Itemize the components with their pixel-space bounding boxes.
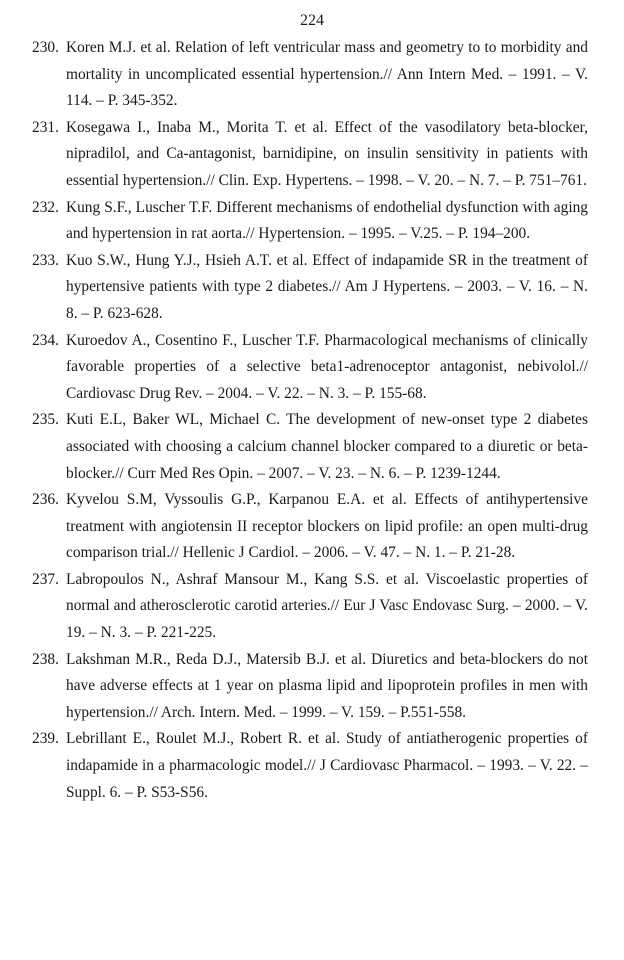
reference-list <box>32 35 588 806</box>
reference-number: 232. <box>32 198 59 216</box>
reference-text: Kung S.F., Luscher T.F. Different mechanisms of endothelial dysfunction with aging and hypertension in rat aorta.// Hypertension. – 1995. – V.25. – P. 194–200. <box>66 198 588 243</box>
reference-number: 237. <box>32 570 59 588</box>
reference-text: Kuroedov A., Cosentino F., Luscher T.F. Pharmacological mechanisms of clinically favorable properties of a selective beta1-adrenoceptor antagonist, nebivolol.// Cardiovasc Drug Rev. – 2004. – V. 22. – N. 3. – P. 155-68. <box>66 331 588 402</box>
reference-item <box>32 487 588 567</box>
reference-item <box>32 647 588 727</box>
reference-text: Kosegawa I., Inaba M., Morita T. et al. Effect of the vasodilatory beta-blocker, nipradilol, and Ca-antagonist, barnidipine, on insulin sensitivity in patients with essential hypertension.// Clin. Exp. Hypertens. – 1998. – V. 20. – N. 7. – P. 751–761. <box>66 118 588 189</box>
reference-number: 231. <box>32 118 59 136</box>
reference-text: Kuti E.L, Baker WL, Michael C. The development of new-onset type 2 diabetes associated with choosing a calcium channel blocker compared to a diuretic or beta-blocker.// Curr Med Res Opin. – 2007. – V. 23. – N. 6. – P. 1239-1244. <box>66 411 588 482</box>
reference-item <box>32 115 588 195</box>
reference-text: Labropoulos N., Ashraf Mansour M., Kang S.S. et al. Viscoelastic properties of normal and atherosclerotic carotid arteries.// Eur J Vasc Endovasc Surg. – 2000. – V. 19. – N. 3. – P. 221-225. <box>66 570 588 642</box>
reference-item <box>32 328 588 408</box>
reference-number: 233. <box>32 251 59 269</box>
reference-number: 239. <box>32 730 59 748</box>
reference-text: Koren M.J. et al. Relation of left ventricular mass and geometry to to morbidity and mortality in uncomplicated essential hypertension.// Ann Intern Med. – 1991. – V. 114. – P. 345-352. <box>66 39 588 110</box>
reference-item <box>32 248 588 328</box>
reference-item <box>32 567 588 647</box>
page-number: 224 <box>300 12 324 29</box>
reference-text: Lakshman M.R., Reda D.J., Matersib B.J. et al. Diuretics and beta-blockers do not have adverse effects at 1 year on plasma lipid and lipoprotein profiles in men with hypertension.// Arch. Intern. Med. – 1999. – V. 159. – P.551-558. <box>66 650 588 721</box>
reference-number: 236. <box>32 491 59 509</box>
reference-text: Kuo S.W., Hung Y.J., Hsieh A.T. et al. Effect of indapamide SR in the treatment of hypertensive patients with type 2 diabetes.// Am J Hypertens. – 2003. – V. 16. – N. 8. – P. 623-628. <box>66 251 588 322</box>
reference-item <box>32 35 588 115</box>
reference-item <box>32 195 588 248</box>
reference-number: 234. <box>32 331 59 349</box>
reference-text: Kyvelou S.M, Vyssoulis G.P., Karpanou E.A. et al. Effects of antihypertensive treatment with angiotensin II receptor blockers on lipid profile: an open multi-drug comparison trial.// Hellenic J Cardiol. – 2006. – V. 47. – N. 1. – P. 21-28. <box>66 491 588 562</box>
reference-number: 238. <box>32 650 59 668</box>
reference-number: 235. <box>32 411 59 429</box>
reference-item <box>32 726 588 806</box>
reference-item <box>32 407 588 487</box>
reference-text: Lebrillant E., Roulet M.J., Robert R. et al. Study of antiatherogenic properties of indapamide in a pharmacologic model.// J Cardiovasc Pharmacol. – 1993. – V. 22. – Suppl. 6. – P. S53-S56. <box>66 730 588 801</box>
reference-number: 230. <box>32 39 59 56</box>
